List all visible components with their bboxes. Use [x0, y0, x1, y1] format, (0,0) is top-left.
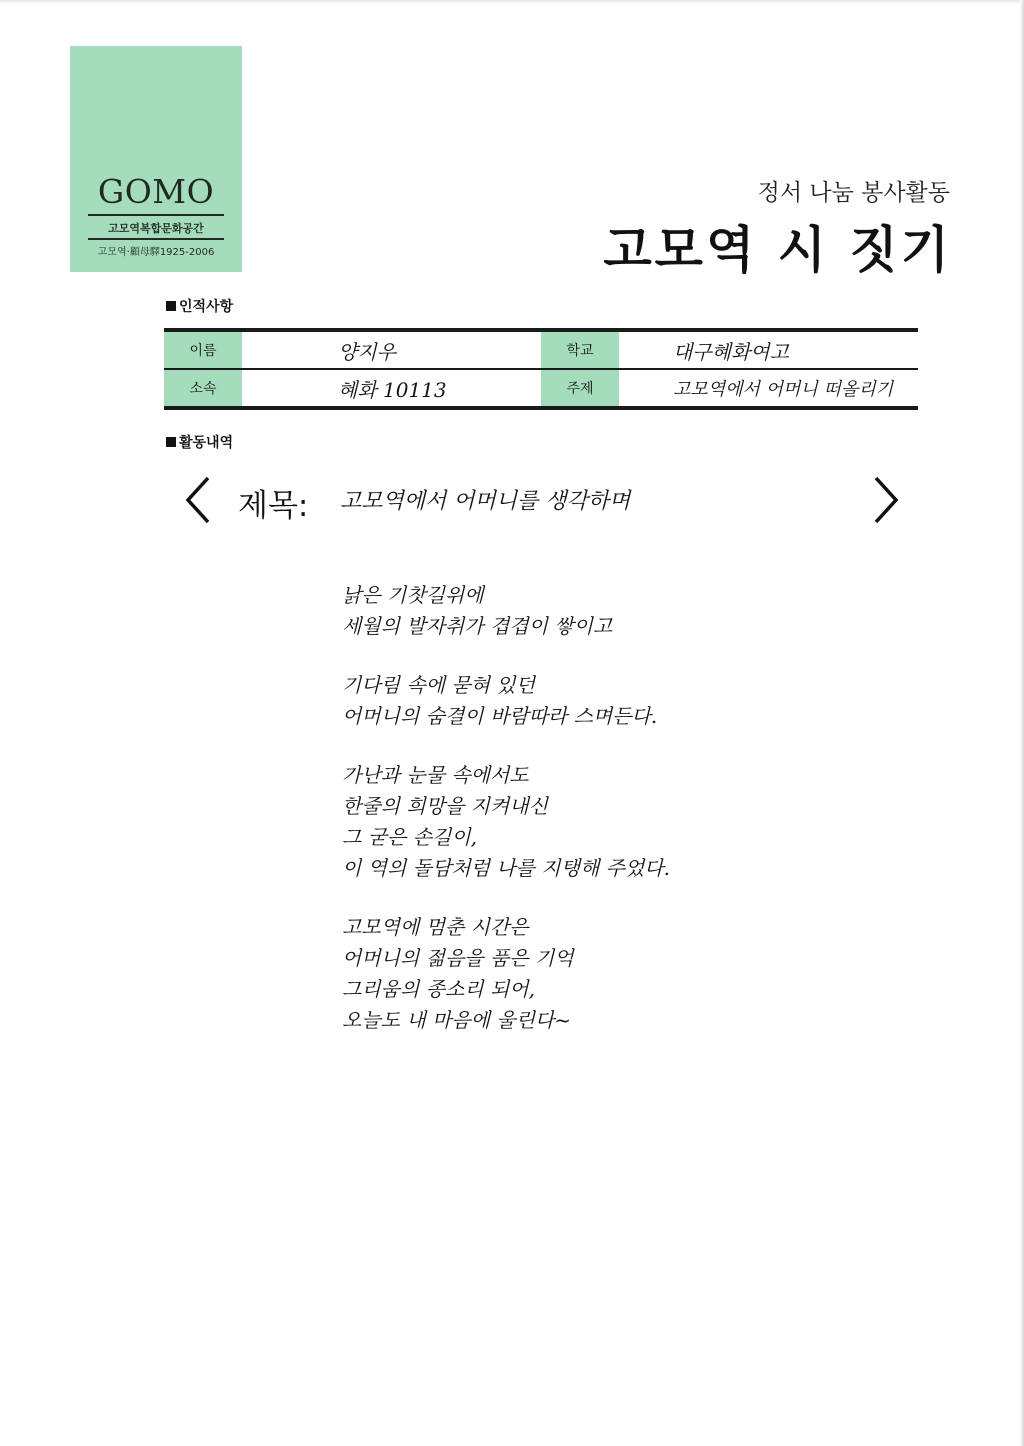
activity-heading: [166, 432, 233, 452]
gomo-logo: [70, 46, 242, 272]
scan-edge: [0, 0, 1024, 4]
name-value: 양지우: [338, 339, 396, 364]
poem-stanza: [342, 912, 862, 1036]
personal-info-heading: [166, 296, 233, 316]
logo-wordmark: GOMO: [97, 172, 215, 211]
poem-title: 고모역에서 어머니를 생각하며: [340, 489, 631, 514]
logo-caption: 고모역·顧母驛1925-2006: [97, 247, 215, 258]
info-row: [164, 368, 918, 406]
poem-line: 그 굳은 손길이,: [342, 825, 477, 849]
square-bullet-icon: [166, 301, 176, 311]
poem-line: 가난과 눈물 속에서도: [342, 763, 529, 787]
poem-line: 그리움의 종소리 되어,: [342, 977, 535, 1001]
page-subtitle: 정서 나눔 봉사활동: [757, 180, 950, 206]
topic-value: 고모역에서 어머니 떠올리기: [673, 379, 894, 400]
poem-line: 기다림 속에 묻혀 있던: [342, 673, 535, 697]
poem-body: [342, 580, 862, 1064]
poem-line: 어머니의 젊음을 품은 기억: [342, 946, 574, 970]
poem-line: 고모역에 멈춘 시간은: [342, 915, 529, 939]
topic-label: 주제: [541, 370, 619, 406]
poem-line: 어머니의 숨결이 바람따라 스며든다.: [342, 704, 658, 728]
square-bullet-icon: [166, 437, 176, 447]
personal-info-table: [164, 328, 918, 410]
logo-subtitle: 고모역복합문화공간: [108, 222, 204, 235]
poem-line: 세월의 발자취가 겹겹이 쌓이고: [342, 614, 613, 638]
chevron-right-icon: [868, 474, 904, 534]
chevron-left-icon: [180, 474, 216, 534]
title-label: 제목:: [238, 488, 309, 524]
name-label: 이름: [164, 332, 242, 368]
affiliation-value: 혜화 10113: [338, 377, 447, 402]
logo-divider: [88, 238, 224, 240]
school-value: 대구혜화여고: [673, 339, 789, 364]
poem-stanza: [342, 580, 862, 642]
poem-stanza: [342, 760, 862, 884]
activity-label: 활동내역: [179, 435, 234, 451]
scan-edge: [1020, 0, 1024, 1446]
poem-line: 한줄의 희망을 지켜내신: [342, 794, 548, 818]
info-row: [164, 332, 918, 368]
poem-stanza: [342, 670, 862, 732]
logo-divider: [88, 214, 224, 216]
poem-line: 이 역의 돌담처럼 나를 지탱해 주었다.: [342, 856, 670, 880]
school-label: 학교: [541, 332, 619, 368]
personal-info-label: 인적사항: [179, 299, 234, 315]
affiliation-label: 소속: [164, 370, 242, 406]
page-title: 고모역 시 짓기: [603, 221, 952, 279]
poem-line: 오늘도 내 마음에 울린다~: [342, 1008, 572, 1032]
poem-line: 낡은 기찻길위에: [342, 583, 484, 607]
